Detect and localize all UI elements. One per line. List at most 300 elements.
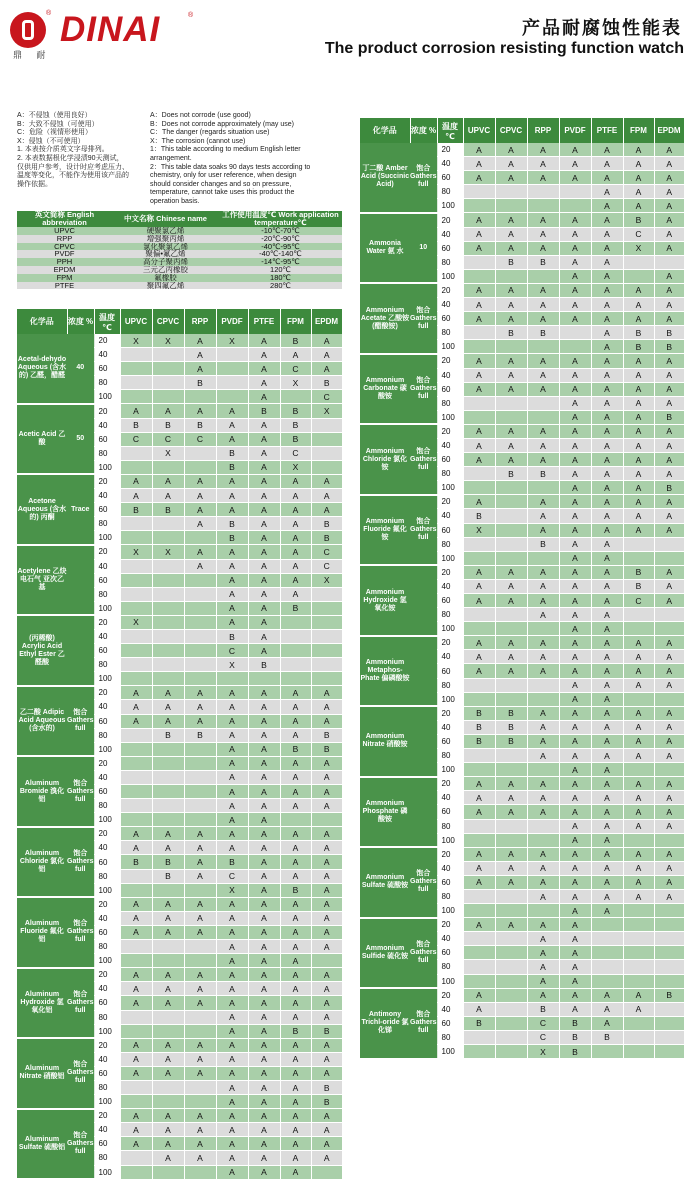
rating-cell (280, 672, 311, 686)
table-row (360, 847, 684, 861)
temperature-cell: 60 (94, 996, 120, 1010)
temperature-cell: 80 (94, 940, 120, 954)
rating-cell: A (184, 404, 216, 418)
rating-cell: A (527, 664, 559, 678)
rating-cell (527, 185, 559, 199)
rating-cell (463, 481, 495, 495)
rating-cell (184, 658, 216, 672)
rating-cell: A (120, 474, 152, 488)
rating-cell (152, 1024, 184, 1038)
rating-cell: A (559, 255, 591, 269)
rating-cell: A (216, 799, 248, 813)
rating-cell: A (184, 700, 216, 714)
rating-cell (654, 1016, 684, 1030)
temperature-cell: 40 (437, 368, 463, 382)
rating-cell: A (495, 438, 527, 452)
rating-cell: A (311, 799, 342, 813)
table-row (17, 756, 342, 770)
rating-cell: A (120, 841, 152, 855)
rating-cell: A (623, 664, 654, 678)
rating-cell: A (654, 749, 684, 763)
rating-cell: A (623, 453, 654, 467)
rating-cell: A (591, 904, 623, 918)
abbr-cell: RPP (17, 235, 112, 243)
temperature-cell: 60 (437, 875, 463, 889)
rating-cell: A (248, 1109, 280, 1123)
rating-cell: A (591, 650, 623, 664)
rating-cell (311, 418, 342, 432)
rating-cell (152, 756, 184, 770)
rating-cell: A (184, 348, 216, 362)
rating-cell: A (527, 171, 559, 185)
rating-cell: A (463, 565, 495, 579)
temperature-cell: 80 (437, 1030, 463, 1044)
temperature-cell: 20 (94, 686, 120, 700)
table-row (17, 474, 342, 488)
rating-cell (527, 678, 559, 692)
rating-cell: A (463, 382, 495, 396)
temperature-cell: 80 (437, 608, 463, 622)
temperature-cell: 60 (94, 432, 120, 446)
rating-cell (527, 763, 559, 777)
temperature-cell: 80 (437, 819, 463, 833)
rating-cell: A (248, 1052, 280, 1066)
rating-cell: A (216, 1137, 248, 1151)
rating-cell (311, 644, 342, 658)
rating-cell: A (654, 227, 684, 241)
rating-cell: A (495, 283, 527, 297)
rating-cell (527, 410, 559, 424)
temperature-cell: 20 (94, 404, 120, 418)
rating-cell (184, 785, 216, 799)
rating-cell (463, 692, 495, 706)
rating-cell: A (120, 1109, 152, 1123)
rating-cell: B (311, 517, 342, 531)
rating-cell: A (591, 551, 623, 565)
rating-cell: A (463, 241, 495, 255)
rating-cell: A (216, 756, 248, 770)
rating-cell: A (152, 686, 184, 700)
temperature-cell: 100 (437, 974, 463, 988)
rating-cell (152, 1010, 184, 1024)
temperature-cell: 40 (437, 509, 463, 523)
rating-cell (120, 362, 152, 376)
rating-cell: X (527, 1045, 559, 1059)
rating-cell (463, 340, 495, 354)
rating-cell: A (152, 714, 184, 728)
rating-cell: A (248, 925, 280, 939)
column-header: RPP (527, 118, 559, 143)
rating-cell: A (184, 855, 216, 869)
rating-cell: A (527, 988, 559, 1002)
rating-cell: B (216, 460, 248, 474)
temperature-cell: 40 (437, 579, 463, 593)
rating-cell: A (463, 594, 495, 608)
rating-cell: A (623, 396, 654, 410)
rating-cell: A (311, 348, 342, 362)
rating-cell: A (527, 213, 559, 227)
rating-cell: A (311, 940, 342, 954)
abbr-header-temp: 工作使用温度℃ Work application temperature℃ (219, 211, 342, 227)
rating-cell: B (152, 728, 184, 742)
rating-cell: A (216, 1080, 248, 1094)
rating-cell (280, 644, 311, 658)
column-header: 温度 ℃ (94, 309, 120, 334)
rating-cell: A (591, 847, 623, 861)
rating-cell: A (463, 283, 495, 297)
rating-cell: A (248, 376, 280, 390)
concentration: Trace (67, 474, 94, 544)
rating-cell: B (623, 340, 654, 354)
rating-cell (495, 833, 527, 847)
rating-cell: A (311, 1123, 342, 1137)
rating-cell: A (559, 594, 591, 608)
rating-cell: A (463, 298, 495, 312)
rating-cell: A (495, 594, 527, 608)
rating-cell (152, 644, 184, 658)
column-header: PVDF (216, 309, 248, 334)
table-row (17, 334, 342, 348)
rating-cell: A (248, 1010, 280, 1024)
rating-cell (120, 376, 152, 390)
rating-cell: A (184, 503, 216, 517)
temperature-cell: 80 (437, 467, 463, 481)
abbr-row (17, 274, 342, 282)
rating-cell: A (311, 869, 342, 883)
rating-cell: A (527, 157, 559, 171)
chemical-name: 丁二酸 Amber Acid (Succinic Acid) (360, 143, 410, 213)
table-row (17, 545, 342, 559)
header (0, 0, 700, 90)
chemical-name: Ammonium Metaphos-Phate 偏磷酸铵 (360, 636, 410, 706)
rating-cell (623, 974, 654, 988)
rating-cell (120, 531, 152, 545)
rating-cell: A (623, 678, 654, 692)
column-header: UPVC (463, 118, 495, 143)
rating-cell (495, 1030, 527, 1044)
rating-cell: A (280, 489, 311, 503)
rating-cell: A (248, 432, 280, 446)
rating-cell: A (623, 749, 654, 763)
rating-cell (495, 608, 527, 622)
rating-cell: C (184, 432, 216, 446)
temperature-cell: 40 (94, 982, 120, 996)
rating-cell: B (559, 1045, 591, 1059)
rating-cell: A (248, 686, 280, 700)
temperature-cell: 100 (94, 883, 120, 897)
rating-cell: A (527, 720, 559, 734)
column-header: UPVC (120, 309, 152, 334)
rating-cell: A (623, 424, 654, 438)
legend-line: arrangement. (150, 154, 192, 162)
rating-cell: A (248, 1137, 280, 1151)
rating-cell: A (591, 255, 623, 269)
rating-cell (623, 918, 654, 932)
rating-cell: A (120, 1038, 152, 1052)
rating-cell: A (495, 791, 527, 805)
rating-cell: A (463, 157, 495, 171)
temperature-cell: 40 (94, 1052, 120, 1066)
rating-cell (152, 559, 184, 573)
rating-cell: A (311, 996, 342, 1010)
rating-cell: A (248, 1095, 280, 1109)
chemical-name: Ammonium Chloride 氯化铵 (360, 424, 410, 494)
rating-cell (120, 446, 152, 460)
rating-cell: A (248, 348, 280, 362)
rating-cell (280, 629, 311, 643)
rating-cell (152, 615, 184, 629)
rating-cell: A (559, 650, 591, 664)
temperature-cell: 100 (94, 813, 120, 827)
rating-cell: A (184, 686, 216, 700)
rating-cell: A (311, 700, 342, 714)
rating-cell: A (495, 918, 527, 932)
rating-cell: A (559, 438, 591, 452)
rating-cell: A (184, 362, 216, 376)
rating-cell (463, 185, 495, 199)
rating-cell (120, 940, 152, 954)
rating-cell: B (184, 418, 216, 432)
rating-cell: A (311, 756, 342, 770)
rating-cell: A (280, 714, 311, 728)
rating-cell (623, 932, 654, 946)
rating-cell: A (654, 523, 684, 537)
rating-cell: A (120, 982, 152, 996)
rating-cell: A (559, 453, 591, 467)
rating-cell: A (311, 1010, 342, 1024)
rating-cell: A (527, 241, 559, 255)
rating-cell: A (248, 785, 280, 799)
rating-cell: A (591, 283, 623, 297)
rating-cell: B (120, 855, 152, 869)
temperature-cell: 60 (437, 805, 463, 819)
rating-cell (184, 954, 216, 968)
rating-cell (463, 974, 495, 988)
rating-cell: A (216, 1010, 248, 1024)
rating-cell: A (559, 706, 591, 720)
rating-cell (184, 756, 216, 770)
rating-cell: A (591, 410, 623, 424)
rating-cell: A (152, 911, 184, 925)
rating-cell: A (559, 157, 591, 171)
brand-logo-icon (10, 12, 46, 48)
temperature-cell: 80 (437, 396, 463, 410)
rating-cell: A (654, 354, 684, 368)
column-header: 浓度 % (67, 309, 94, 334)
abbr-row (17, 282, 342, 290)
rating-cell: A (559, 861, 591, 875)
rating-cell: A (527, 523, 559, 537)
rating-cell: A (495, 424, 527, 438)
rating-cell: A (280, 728, 311, 742)
rating-cell (184, 531, 216, 545)
rating-cell: A (623, 720, 654, 734)
rating-cell (463, 1030, 495, 1044)
rating-cell: A (463, 312, 495, 326)
temperature-cell: 80 (437, 960, 463, 974)
rating-cell: B (463, 720, 495, 734)
rating-cell: B (216, 531, 248, 545)
concentration: 饱合 Gathers full (410, 424, 437, 494)
rating-cell (559, 340, 591, 354)
rating-cell: A (184, 827, 216, 841)
rating-cell: A (559, 312, 591, 326)
rating-cell: C (311, 545, 342, 559)
rating-cell: A (623, 199, 654, 213)
temperature-cell: 20 (437, 847, 463, 861)
rating-cell: A (280, 587, 311, 601)
rating-cell: A (184, 517, 216, 531)
rating-cell: A (591, 763, 623, 777)
rating-cell: A (527, 650, 559, 664)
rating-cell: A (463, 918, 495, 932)
rating-cell (654, 960, 684, 974)
temperature-cell: 60 (94, 644, 120, 658)
page-title-cn: 产品耐腐蚀性能表 (522, 18, 682, 38)
rating-cell: A (623, 734, 654, 748)
rating-cell: A (248, 517, 280, 531)
rating-cell: B (311, 742, 342, 756)
rating-cell: X (152, 446, 184, 460)
rating-cell: A (495, 354, 527, 368)
rating-cell: A (311, 1137, 342, 1151)
rating-cell: A (591, 734, 623, 748)
rating-cell (184, 460, 216, 474)
legend-line: operation basis. (150, 197, 200, 205)
rating-cell (591, 932, 623, 946)
rating-cell: A (120, 700, 152, 714)
temperature-cell: 20 (437, 988, 463, 1002)
rating-cell: A (120, 911, 152, 925)
rating-cell (120, 954, 152, 968)
rating-cell (311, 432, 342, 446)
column-header: CPVC (495, 118, 527, 143)
rating-cell: A (184, 545, 216, 559)
rating-cell: A (248, 1165, 280, 1179)
rating-cell: B (623, 579, 654, 593)
rating-cell: B (311, 376, 342, 390)
rating-cell: A (527, 777, 559, 791)
rating-cell (623, 255, 654, 269)
rating-cell (495, 960, 527, 974)
rating-cell: A (184, 474, 216, 488)
rating-cell: A (463, 453, 495, 467)
temperature-cell: 40 (437, 720, 463, 734)
rating-cell (311, 954, 342, 968)
rating-cell (495, 1016, 527, 1030)
rating-cell: A (248, 799, 280, 813)
rating-cell (152, 460, 184, 474)
rating-cell: A (248, 1038, 280, 1052)
rating-cell: A (216, 982, 248, 996)
temperature-cell: 60 (437, 171, 463, 185)
abbr-row (17, 258, 342, 266)
chemical-name: Ammonium Nitrate 硝酸铵 (360, 706, 410, 776)
rating-cell: A (184, 334, 216, 348)
chemical-name: Aluminum Nitrate 硝酸铝 (17, 1038, 67, 1108)
rating-cell (311, 446, 342, 460)
rating-cell: A (559, 608, 591, 622)
rating-cell: B (463, 734, 495, 748)
rating-cell (463, 269, 495, 283)
temperature-cell: 40 (94, 629, 120, 643)
temperature-cell: 40 (437, 227, 463, 241)
rating-cell: A (654, 579, 684, 593)
rating-cell: A (216, 770, 248, 784)
rating-cell: A (654, 664, 684, 678)
rating-cell (591, 946, 623, 960)
rating-cell: A (280, 869, 311, 883)
rating-cell: A (591, 495, 623, 509)
rating-cell (654, 833, 684, 847)
rating-cell: A (559, 241, 591, 255)
rating-cell: X (120, 334, 152, 348)
rating-cell: B (495, 255, 527, 269)
rating-cell (120, 629, 152, 643)
abbr-cell: FPM (17, 274, 112, 282)
rating-cell: C (623, 594, 654, 608)
concentration: 饱合 Gathers full (67, 897, 94, 967)
rating-cell: A (559, 565, 591, 579)
rating-cell: A (248, 615, 280, 629)
rating-cell: A (623, 650, 654, 664)
rating-cell: B (654, 340, 684, 354)
rating-cell: A (623, 861, 654, 875)
rating-cell: A (623, 157, 654, 171)
rating-cell: A (591, 819, 623, 833)
rating-cell: A (527, 608, 559, 622)
rating-cell: X (463, 523, 495, 537)
rating-cell: A (495, 227, 527, 241)
temperature-cell: 100 (94, 742, 120, 756)
rating-cell: A (623, 805, 654, 819)
rating-cell (280, 615, 311, 629)
legend-line: C：The danger (regards situation use) (150, 129, 270, 137)
rating-cell: A (591, 777, 623, 791)
rating-cell: A (495, 213, 527, 227)
chemical-name: Acetic Acid 乙 酸 (17, 404, 67, 474)
rating-cell (152, 1165, 184, 1179)
rating-cell (152, 672, 184, 686)
rating-cell: A (248, 559, 280, 573)
temperature-cell: 80 (94, 869, 120, 883)
rating-cell (120, 390, 152, 404)
rating-cell: A (248, 503, 280, 517)
rating-cell: A (216, 714, 248, 728)
rating-cell: B (280, 1024, 311, 1038)
rating-cell: A (152, 1052, 184, 1066)
abbr-cell: PVDF (17, 250, 112, 258)
rating-cell: A (623, 791, 654, 805)
rating-cell: A (591, 438, 623, 452)
rating-cell: A (152, 841, 184, 855)
rating-cell (495, 763, 527, 777)
rating-cell: A (280, 503, 311, 517)
rating-cell (623, 946, 654, 960)
concentration: 饱合 Gathers full (67, 1109, 94, 1179)
rating-cell (152, 940, 184, 954)
rating-cell: A (559, 396, 591, 410)
abbr-cell: CPVC (17, 243, 112, 251)
rating-cell (495, 749, 527, 763)
abbr-cell: 增强聚丙烯 (112, 235, 219, 243)
legend-line: chemistry, only for user reference, when design (150, 172, 297, 180)
rating-cell: A (591, 171, 623, 185)
rating-cell: A (623, 298, 654, 312)
rating-cell: C (120, 432, 152, 446)
column-header: FPM (280, 309, 311, 334)
rating-cell: A (184, 996, 216, 1010)
